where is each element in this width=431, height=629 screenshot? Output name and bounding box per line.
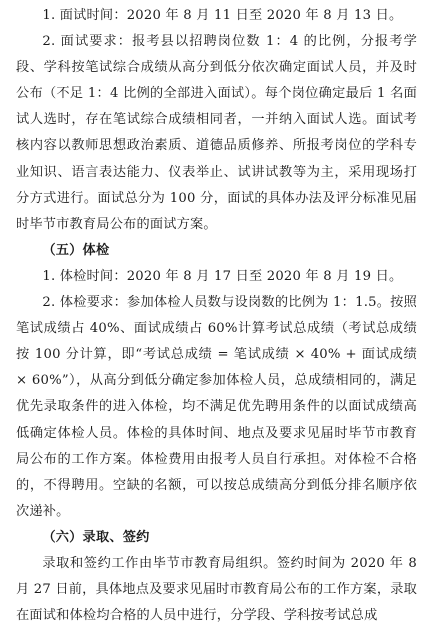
interview-requirements-paragraph: 2. 面试要求：报考县以招聘岗位数 1：4 的比例，分报考学段、学科按笔试综合成绩从高分到低分依次确定面试人员，并及时公布（不足 1：4 比例的全部进入面试）。每个岗位确定最后 1 名面试人选时，存在笔试综合成绩相同者，一并纳入面试人选。面试考核内容以教师思想政治素质、道德品质修养、所报考岗位的学科专业知识、语言表达能力、仪表举止、试讲试教等为主，采用现场打分方式进行。面试总分为 100 分，面试的具体办法及评分标准见届时毕节市教育局公布的面试方案。: [16, 34, 417, 232]
medical-exam-requirements-paragraph: 2. 体检要求：参加体检人员数与设岗数的比例为 1：1.5。按照笔试成绩占 40%、面试成绩占 60%计算考试总成绩（考试总成绩按 100 分计算，即“考试总成绩 = 笔试成绩 × 40% + 面试成绩 × 60%”），从高分到低分确定参加体检人员，总成绩相同的，满足优先录取条件的进入体检，均不满足优先聘用条件的以面试成绩高低确定体检人员。体检的具体时间、地点及要求见届时毕节市教育局公布的工作方案。体检费用由报考人员自行承担。对体检不合格的，不得聘用。空缺的名额，可以按总成绩高分到低分排名顺序依次递补。: [16, 295, 417, 519]
section-heading-medical-exam: （五）体检: [42, 242, 110, 258]
admission-signing-paragraph: 录取和签约工作由毕节市教育局组织。签约时间为 2020 年 8 月 27 日前，具体地点及要求见届时市教育局公布的工作方案，录取在面试和体检均合格的人员中进行，分学段、学科按考试总成: [16, 555, 417, 624]
interview-time-paragraph: 1. 面试时间：2020 年 8 月 11 日至 2020 年 8 月 13 日。: [42, 8, 403, 23]
medical-exam-time-paragraph: 1. 体检时间：2020 年 8 月 17 日至 2020 年 8 月 19 日。: [42, 268, 403, 284]
section-heading-admission-signing: （六）录取、签约: [42, 529, 150, 545]
